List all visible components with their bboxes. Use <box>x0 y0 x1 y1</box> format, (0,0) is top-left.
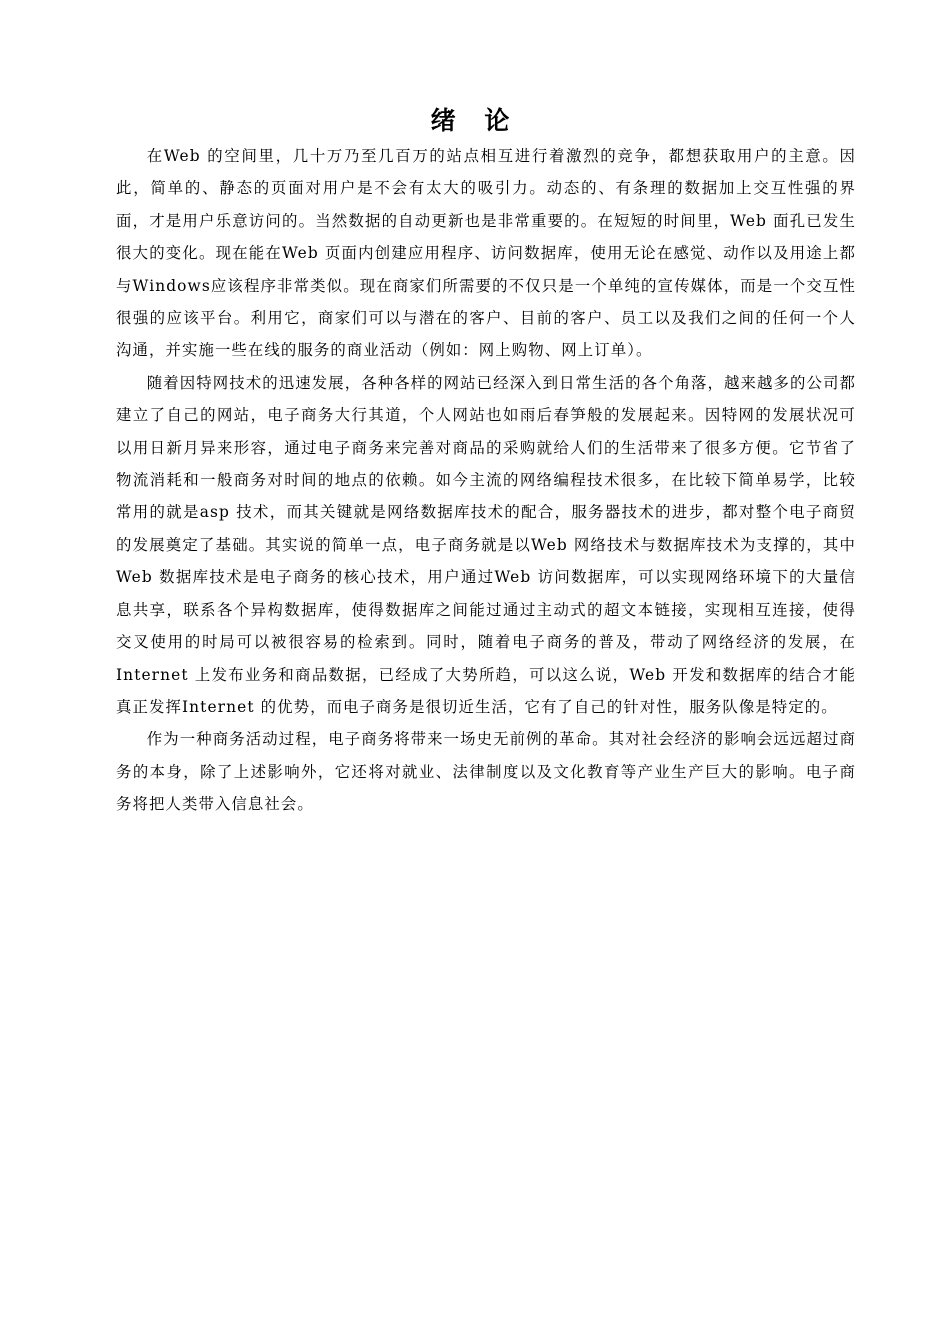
paragraph-2: 随着因特网技术的迅速发展，各种各样的网站已经深入到日常生活的各个角落，越来越多的公司都建立了自己的网站，电子商务大行其道，个人网站也如雨后春笋般的发展起来。因特网的发展状况可以用日新月异来形容，通过电子商务来完善对商品的采购就给人们的生活带来了很多方便。它节省了物流消耗和一般商务对时间的地点的依赖。如今主流的网络编程技术很多，在比较下简单易学，比较常用的就是asp 技术，而其关键就是网络数据库技术的配合，服务器技术的进步，都对整个电子商贸的发展奠定了基础。其实说的简单一点，电子商务就是以Web 网络技术与数据库技术为支撑的，其中Web 数据库技术是电子商务的核心技术，用户通过Web 访问数据库，可以实现网络环境下的大量信息共享，联系各个异构数据库，使得数据库之间能过通过主动式的超文本链接，实现相互连接，使得交叉使用的时局可以被很容易的检索到。同时，随着电子商务的普及，带动了网络经济的发展，在Internet 上发布业务和商品数据，已经成了大势所趋，可以这么说，Web 开发和数据库的结合才能真正发挥Internet 的优势，而电子商务是很切近生活，它有了自己的针对性，服务队像是特定的。 <box>116 373 856 716</box>
page-title: 绪 论 <box>430 106 520 135</box>
body-text <box>116 140 856 821</box>
paragraph-1: 在Web 的空间里，几十万乃至几百万的站点相互进行着激烈的竞争，都想获取用户的主意。因此，简单的、静态的页面对用户是不会有太大的吸引力。动态的、有条理的数据加上交互性强的界面，才是用户乐意访问的。当然数据的自动更新也是非常重要的。在短短的时间里，Web 面孔已发生很大的变化。现在能在Web 页面内创建应用程序、访问数据库，使用无论在感觉、动作以及用途上都与Windows应该程序非常类似。现在商家们所需要的不仅只是一个单纯的宣传媒体，而是一个交互性很强的应该平台。利用它，商家们可以与潜在的客户、目前的客户、员工以及我们之间的任何一个人沟通，并实施一些在线的服务的商业活动（例如：网上购物、网上订单）。 <box>116 147 856 360</box>
paragraph-3: 作为一种商务活动过程，电子商务将带来一场史无前例的革命。其对社会经济的影响会远远超过商务的本身，除了上述影响外，它还将对就业、法律制度以及文化教育等产业生产巨大的影响。电子商务将把人类带入信息社会。 <box>116 730 856 814</box>
